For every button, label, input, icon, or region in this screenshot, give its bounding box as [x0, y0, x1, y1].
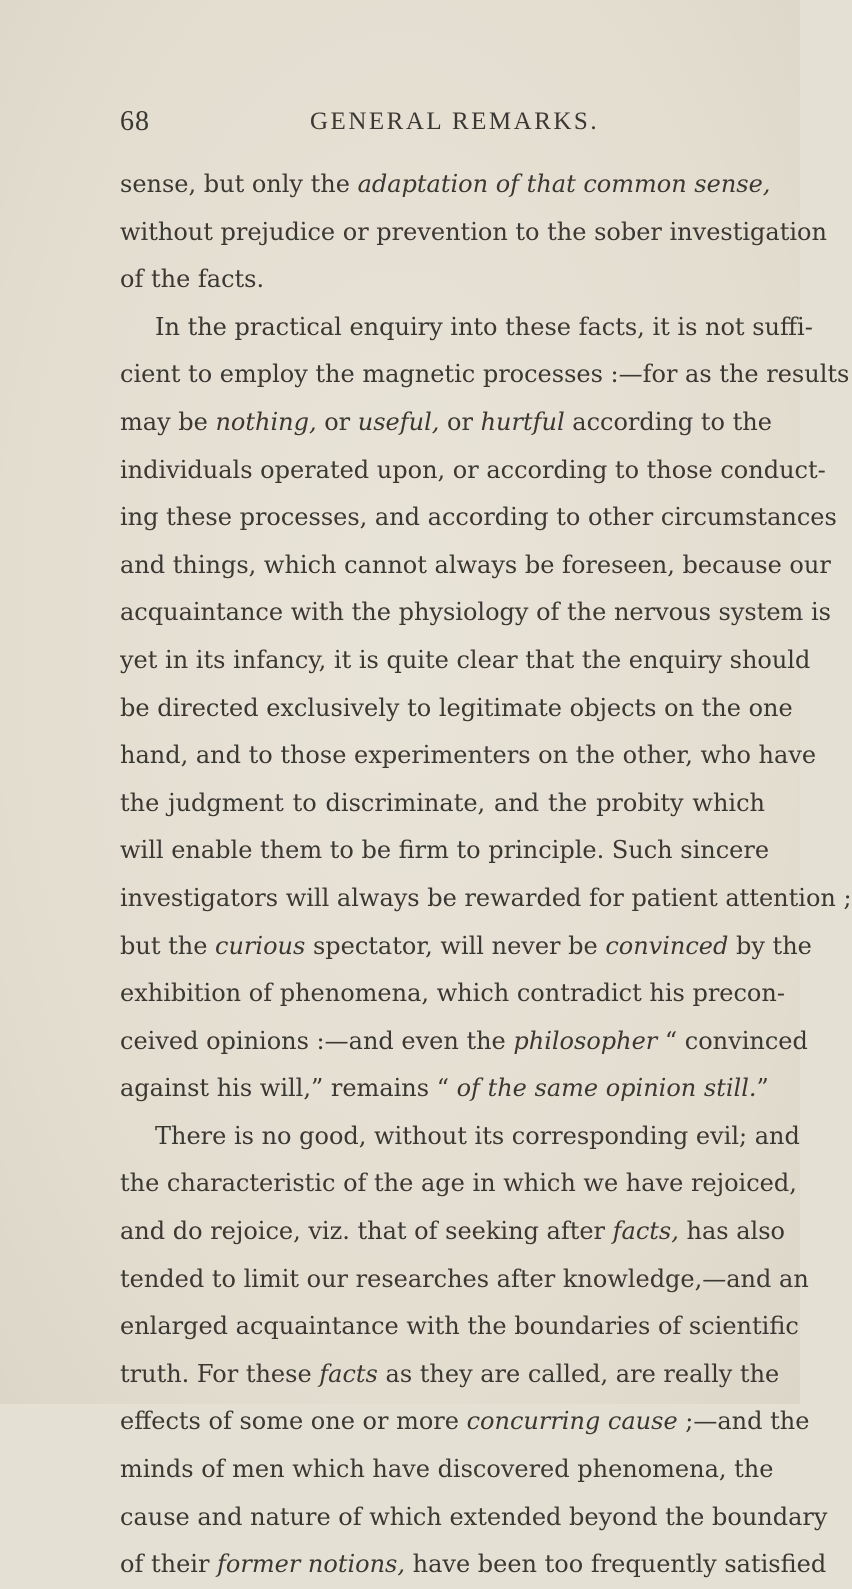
running-title: GENERAL REMARKS.: [310, 108, 600, 135]
text-line: individuals operated upon, or according to those conduct-: [120, 455, 826, 484]
text-line: against his will,” remains “ of the same opinion still.”: [120, 1074, 769, 1103]
text-line: sense, but only the adaptation of that common sense,: [120, 170, 771, 198]
text-line: the judgment to discriminate, and the probity which: [120, 788, 765, 817]
text-line: acquaintance with the physiology of the nervous system is: [120, 598, 831, 627]
text-line: In the practical enquiry into these facts, it is not suffi-: [155, 312, 813, 341]
text-line: without prejudice or prevention to the sober investigation: [120, 217, 827, 246]
text-line: be directed exclusively to legitimate objects on the one: [120, 693, 793, 722]
text-line: There is no good, without its corresponding evil; and: [155, 1121, 800, 1150]
text-line: of their former notions, have been too frequently satisfied: [120, 1550, 827, 1579]
page-header: [120, 106, 760, 142]
text-line: yet in its infancy, it is quite clear that the enquiry should: [120, 645, 811, 674]
text-line: effects of some one or more concurring cause ;—and the: [120, 1407, 810, 1436]
text-line: ing these processes, and according to other circumstances: [120, 503, 837, 532]
text-line: but the curious spectator, will never be convinced by the: [120, 931, 812, 960]
text-line: of the facts.: [120, 265, 265, 294]
text-line: the characteristic of the age in which we have rejoiced,: [120, 1169, 797, 1198]
text-line: enlarged acquaintance with the boundaries of scientific: [120, 1312, 799, 1341]
text-line: cause and nature of which extended beyond the boundary: [120, 1502, 828, 1531]
text-line: may be nothing, or useful, or hurtful according to the: [120, 407, 772, 436]
text-line: will enable them to be firm to principle. Such sincere: [120, 836, 770, 865]
text-line: investigators will always be rewarded for patient attention ;: [120, 883, 852, 912]
text-line: and do rejoice, viz. that of seeking after facts, has also: [120, 1217, 785, 1246]
page-number: 68: [120, 106, 150, 137]
text-line: ceived opinions :—and even the philosopher “ convinced: [120, 1026, 808, 1055]
text-line: minds of men which have discovered phenomena, the: [120, 1455, 774, 1484]
text-line: cient to employ the magnetic processes :—for as the results: [120, 360, 850, 389]
text-line: tended to limit our researches after knowledge,—and an: [120, 1264, 809, 1293]
body-text: [120, 161, 852, 1589]
text-line: truth. For these facts as they are called, are really the: [120, 1359, 780, 1388]
text-line: exhibition of phenomena, which contradict his precon-: [120, 979, 785, 1008]
text-line: and things, which cannot always be foreseen, because our: [120, 550, 831, 579]
text-line: hand, and to those experimenters on the other, who have: [120, 741, 817, 770]
